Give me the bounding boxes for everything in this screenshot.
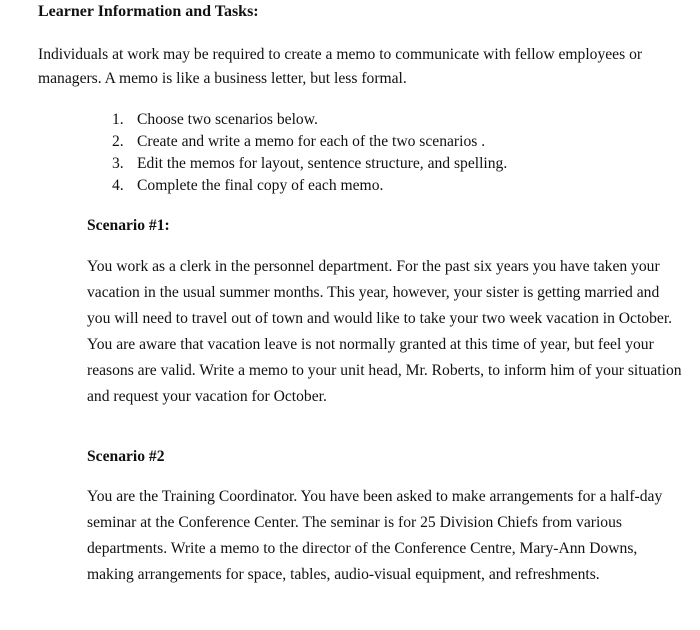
task-text: Create and write a memo for each of the two scenarios . — [137, 133, 486, 150]
task-text: Edit the memos for layout, sentence structure, and spelling. — [137, 155, 508, 172]
scenario-1-title: Scenario #1: — [87, 217, 170, 234]
task-list — [112, 109, 507, 197]
scenario-2-text: You are the Training Coordinator. You have been asked to make arrangements for a half-day seminar at the Conference Center. The seminar is for 25 Division Chiefs from various departments. Write a memo to the director of the Conference Centre, Mary-Ann Downs, making arrangements for space, tables, audio-visual equipment, and refreshments. — [87, 488, 663, 583]
intro-paragraph: Individuals at work may be required to create a memo to communicate with fellow employees or managers. A memo is like a business letter, but less formal. — [38, 46, 643, 87]
task-item — [112, 131, 507, 153]
task-item — [112, 109, 507, 131]
task-item — [112, 175, 507, 197]
scenario-1-text: You work as a clerk in the personnel department. For the past six years you have taken your vacation in the usual summer months. This year, however, your sister is getting married and you will need to travel out of town and would like to take your two week vacation in October. You are aware that vacation leave is not normally granted at this time of year, but feel your reasons are valid. Write a memo to your unit head, Mr. Roberts, to inform him of your situation and request your vacation for October. — [87, 258, 682, 405]
scenario-2-title: Scenario #2 — [87, 448, 165, 465]
task-number: 2. — [112, 133, 124, 150]
task-number: 3. — [112, 155, 124, 172]
task-text: Complete the final copy of each memo. — [137, 177, 384, 194]
task-number: 1. — [112, 111, 124, 128]
task-text: Choose two scenarios below. — [137, 111, 318, 128]
task-number: 4. — [112, 177, 124, 194]
page-heading: Learner Information and Tasks: — [38, 3, 259, 20]
task-item — [112, 153, 507, 175]
